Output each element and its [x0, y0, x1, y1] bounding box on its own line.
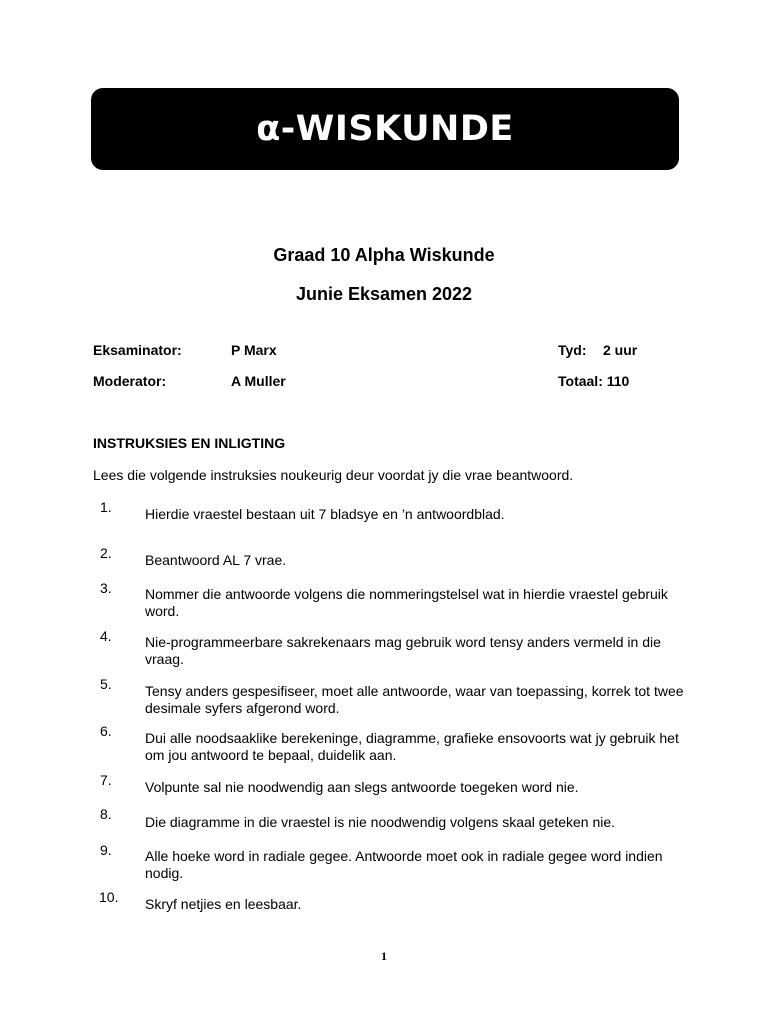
instruction-text: Beantwoord AL 7 vrae. [145, 552, 287, 568]
moderator-value: A Muller [231, 373, 286, 389]
banner-title: α-WISKUNDE [256, 109, 514, 149]
moderator-label: Moderator: [93, 373, 167, 389]
instruction-text: Alle hoeke word in radiale gegee. Antwoorde moet ook in radiale gegee word indien nodig. [145, 848, 663, 881]
instruction-text: Skryf netjies en leesbaar. [145, 896, 302, 912]
instruction-number: 9. [100, 842, 112, 858]
instructions-lead: Lees die volgende instruksies noukeurig deur voordat jy die vrae beantwoord. [93, 467, 574, 483]
instructions-title: INSTRUKSIES EN INLIGTING [93, 435, 286, 451]
examiner-label: Eksaminator: [93, 342, 182, 358]
instruction-text: Volpunte sal nie noodwendig aan slegs antwoorde toegeken word nie. [145, 779, 579, 795]
instruction-number: 1. [100, 499, 112, 515]
instruction-text: Die diagramme in die vraestel is nie noodwendig volgens skaal geteken nie. [145, 814, 616, 830]
exam-title: Graad 10 Alpha Wiskunde [273, 245, 495, 265]
total-label: Totaal: 110 [558, 373, 630, 389]
instruction-number: 6. [100, 723, 112, 739]
instruction-text: Tensy anders gespesifiseer, moet alle antwoorde, waar van toepassing, korrek tot twee desimale syfers afgerond word. [145, 683, 684, 716]
instruction-number: 8. [100, 806, 112, 822]
time-value: 2 uur [603, 342, 638, 358]
time-label: Tyd: [558, 342, 587, 358]
examiner-value: P Marx [231, 342, 277, 358]
instruction-number: 10. [99, 889, 119, 905]
instruction-number: 2. [100, 545, 112, 561]
page-number: 1 [381, 949, 387, 963]
instruction-text: Hierdie vraestel bestaan uit 7 bladsye en ’n antwoordblad. [145, 506, 505, 522]
instruction-number: 7. [100, 772, 112, 788]
instruction-text: Nommer die antwoorde volgens die nommeringstelsel wat in hierdie vraestel gebruik word. [145, 586, 668, 619]
instruction-text: Dui alle noodsaaklike berekeninge, diagramme, grafieke ensovoorts wat jy gebruik het om jou antwoord te bepaal, duidelik aan. [145, 730, 679, 763]
instruction-number: 3. [100, 580, 112, 596]
title-banner [91, 88, 679, 170]
instruction-text: Nie-programmeerbare sakrekenaars mag gebruik word tensy anders vermeld in die vraag. [145, 634, 661, 667]
instruction-number: 4. [100, 628, 112, 644]
instruction-number: 5. [100, 676, 112, 692]
exam-subtitle: Junie Eksamen 2022 [295, 284, 473, 304]
